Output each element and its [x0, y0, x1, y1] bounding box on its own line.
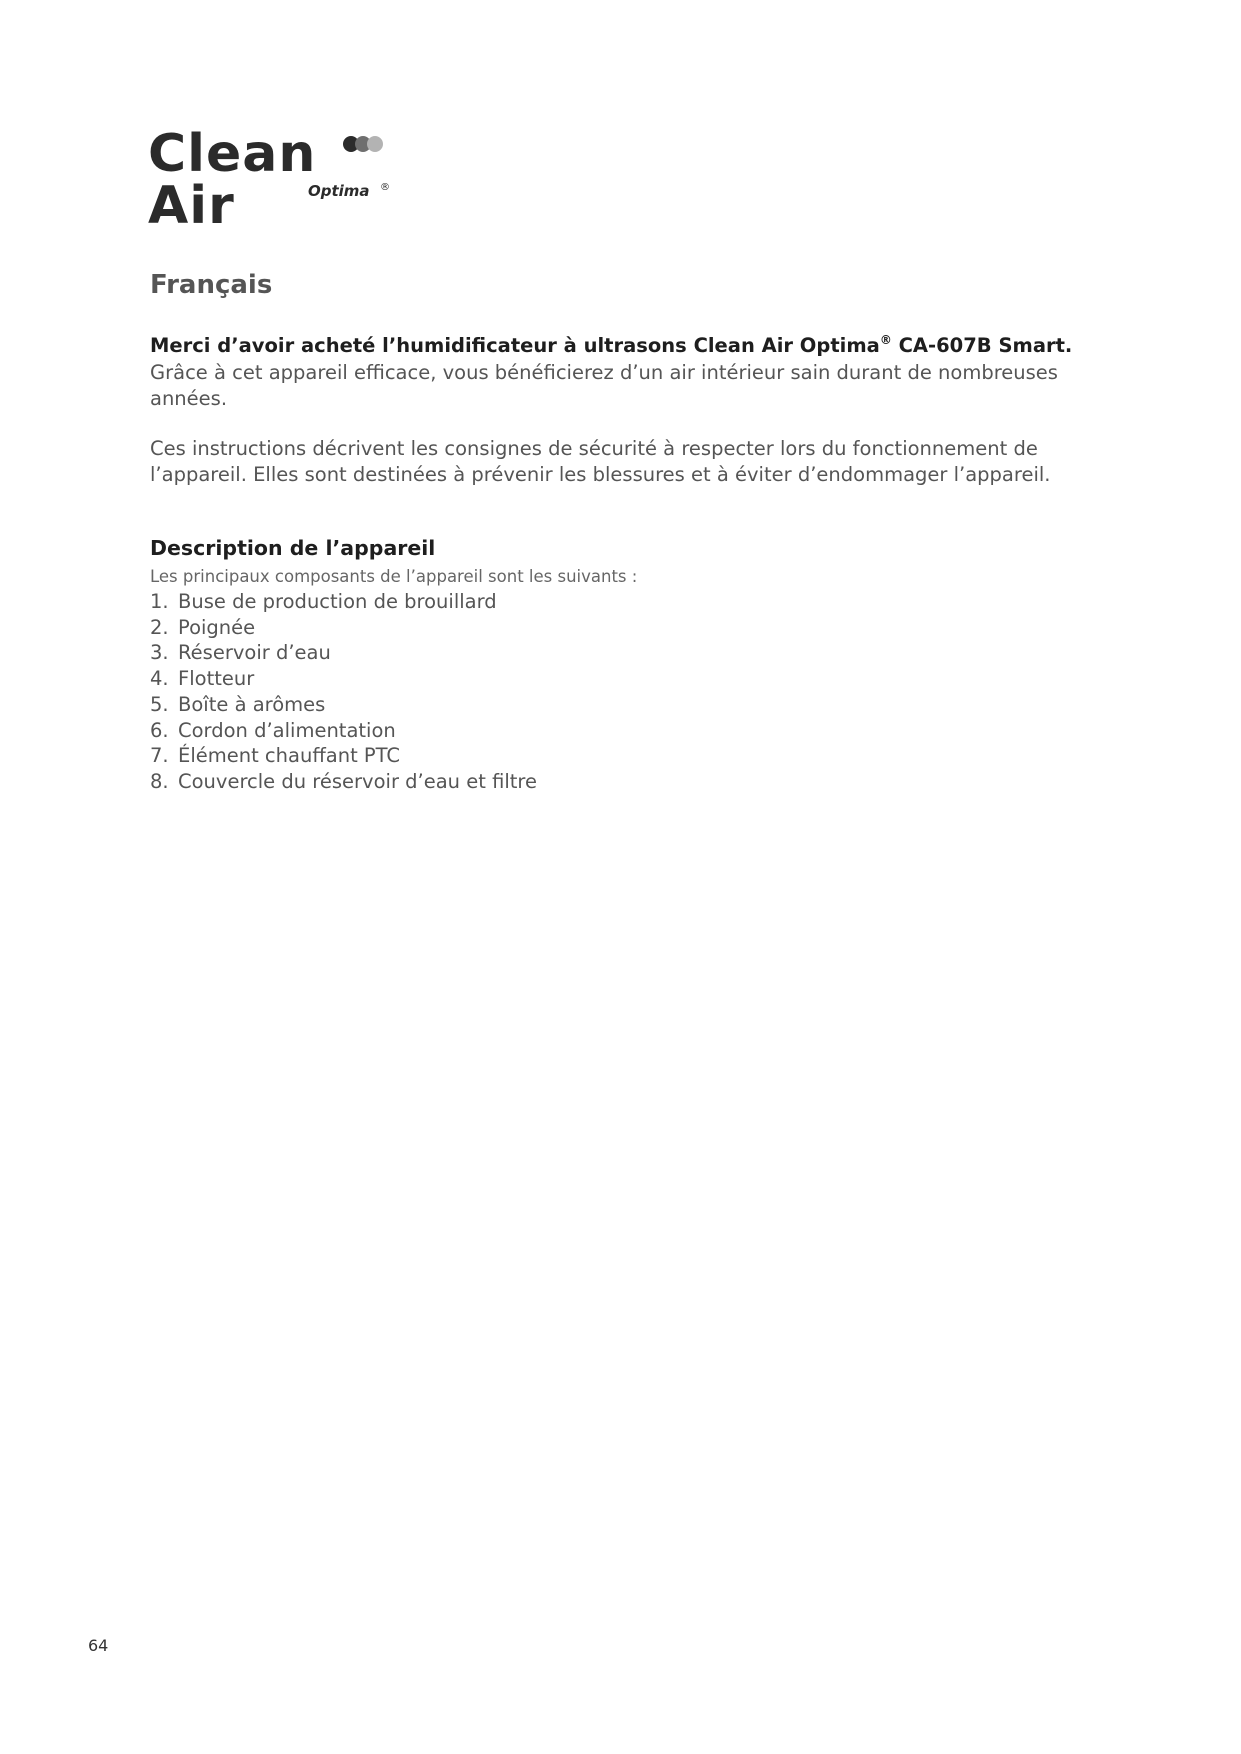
list-item — [150, 615, 537, 641]
list-item-label: Réservoir d’eau — [178, 641, 331, 665]
logo-brand-text: Clean Air — [148, 124, 317, 236]
list-item-label: Élément chauffant PTC — [178, 744, 401, 768]
intro-paragraph-1: Grâce à cet appareil efficace, vous bénéficierez d’un air intérieur sain durant de nombreuses années. — [150, 361, 1058, 410]
list-item-number: 4. — [150, 667, 169, 691]
registered-mark: ® — [879, 333, 892, 347]
list-item — [150, 743, 537, 769]
list-item-number: 7. — [150, 744, 169, 768]
language-title: Français — [150, 270, 273, 300]
list-item — [150, 692, 537, 718]
list-item-label: Cordon d’alimentation — [178, 718, 396, 742]
intro-paragraph-2: Ces instructions décrivent les consignes de sécurité à respecter lors du fonctionnement de l’appareil. Elles sont destinées à prévenir les blessures et à éviter d’endommager l’appareil. — [150, 437, 1051, 486]
list-item — [150, 589, 537, 615]
list-item-label: Poignée — [178, 615, 256, 639]
list-item-number: 2. — [150, 615, 169, 639]
logo-registered-mark: ® — [380, 182, 390, 193]
list-item-number: 5. — [150, 692, 169, 716]
list-item — [150, 666, 537, 692]
logo-sub-text: Optima — [308, 182, 370, 200]
intro-heading — [150, 333, 1130, 357]
list-item-number: 8. — [150, 769, 169, 793]
list-item-label: Buse de production de brouillard — [178, 590, 497, 613]
logo-circles-icon — [342, 135, 398, 153]
brand-logo — [148, 124, 398, 236]
list-item-label: Couvercle du réservoir d’eau et filtre — [178, 769, 538, 793]
intro-heading-model: CA-607B Smart. — [891, 334, 1073, 357]
list-item-label: Boîte à arômes — [178, 692, 326, 716]
list-item-label: Flotteur — [178, 667, 255, 691]
description-title: Description de l’appareil — [150, 536, 436, 560]
list-item-number: 6. — [150, 718, 169, 742]
page-number: 64 — [88, 1636, 109, 1655]
description-intro: Les principaux composants de l’appareil sont les suivants : — [150, 567, 638, 586]
intro-heading-text: Merci d’avoir acheté l’humidificateur à ultrasons Clean Air Optima — [150, 334, 880, 357]
list-item — [150, 769, 537, 795]
list-item-number: 3. — [150, 641, 169, 665]
list-item-number: 1. — [150, 590, 169, 613]
parts-list — [150, 589, 537, 795]
list-item — [150, 718, 537, 744]
list-item — [150, 640, 537, 666]
